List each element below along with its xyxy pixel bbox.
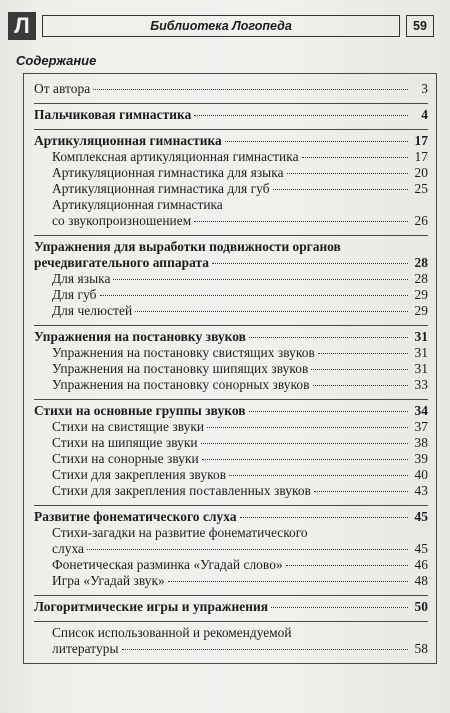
toc-entry[interactable] [34,81,428,97]
toc-entry[interactable] [34,149,428,165]
toc-entry-page: 37 [414,419,428,434]
toc-entry-title: Игра «Угадай звук» [52,573,165,588]
toc-entry-page: 26 [414,213,428,228]
toc-entry-text-line1: Артикуляционная гимнастика [52,197,223,212]
dot-leader [113,279,408,280]
dot-leader [194,115,408,116]
dot-leader [318,353,408,354]
toc-entry-title: Упражнения на постановку свистящих звуков [52,345,315,360]
series-title: Библиотека Логопеда [42,15,400,37]
toc-entry-title: Упражнения на постановку шипящих звуков [52,361,309,376]
toc-entry-title: со звукопроизношением [52,213,192,228]
dot-leader [240,517,408,518]
toc-entry[interactable] [34,329,428,345]
dot-leader [212,263,408,264]
series-logo: Л [8,12,36,40]
contents-heading: Содержание [16,53,97,68]
toc-entry-title: Развитие фонематического слуха [34,509,237,524]
toc-entry-title: От автора [34,81,91,96]
dot-leader [302,157,408,158]
toc-entry-page: 25 [414,181,428,196]
dot-leader [201,443,408,444]
toc-entry[interactable] [34,133,428,149]
toc-entry[interactable] [34,287,428,303]
toc-entry[interactable] [34,345,428,361]
toc-entry[interactable] [34,419,428,435]
toc-entry[interactable] [34,451,428,467]
toc-entry[interactable] [34,361,428,377]
dot-leader [273,189,408,190]
toc-entry-title: Стихи для закрепления звуков [52,467,227,482]
toc-entry-title: литературы [52,641,119,656]
toc-entry-page: 28 [414,255,428,270]
toc-entry[interactable] [34,483,428,499]
toc-section [34,596,428,622]
toc-entry[interactable] [34,213,428,229]
toc-entry-page: 46 [414,557,428,572]
dot-leader [87,549,408,550]
toc-entry[interactable] [34,181,428,197]
dot-leader [314,491,408,492]
toc-entry-title: Комплексная артикуляционная гимнастика [52,149,299,164]
toc-entry-page: 31 [414,361,428,376]
dot-leader [249,411,408,412]
toc-section [34,78,428,104]
toc-section [34,326,428,400]
toc-entry-page: 20 [414,165,428,180]
toc-entry-title: Для губ [52,287,97,302]
toc-entry-title: слуха [52,541,85,556]
toc-entry-page: 28 [414,271,428,286]
toc-entry[interactable] [34,509,428,525]
toc-entry-page: 33 [414,377,428,392]
toc-entry-title: Стихи на свистящие звуки [52,419,205,434]
dot-leader [313,385,409,386]
dot-leader [249,337,408,338]
toc-entry[interactable] [34,467,428,483]
toc-entry-title: Стихи для закрепления поставленных звуков [52,483,311,498]
toc-entry-title: Стихи на шипящие звуки [52,435,198,450]
toc-entry-title: Упражнения на постановку сонорных звуков [52,377,310,392]
toc-entry-title: Для языка [52,271,111,286]
toc-entry-title: Артикуляционная гимнастика [34,133,222,148]
toc-entry-page: 3 [421,81,428,96]
toc-entry[interactable] [34,377,428,393]
toc-entry-page: 58 [414,641,428,656]
table-of-contents [23,73,437,664]
dot-leader [271,607,408,608]
toc-entry[interactable] [34,107,428,123]
dot-leader [93,89,408,90]
toc-entry-title: Для челюстей [52,303,133,318]
toc-entry-page: 17 [414,149,428,164]
toc-entry-title: Пальчиковая гимнастика [34,107,192,122]
toc-entry-title: Упражнения на постановку звуков [34,329,246,344]
toc-entry-page: 4 [421,107,428,122]
dot-leader [229,475,408,476]
toc-entry-page: 45 [414,509,428,524]
toc-entry-title: речедвигательного аппарата [34,255,210,270]
toc-entry[interactable] [34,271,428,287]
dot-leader [100,295,409,296]
toc-section [34,506,428,596]
dot-leader [194,221,408,222]
toc-entry[interactable] [34,165,428,181]
toc-entry-title: Стихи на сонорные звуки [52,451,199,466]
toc-section [34,236,428,326]
toc-entry[interactable] [34,303,428,319]
toc-entry-text-line1: Упражнения для выработки подвижности органов [34,239,341,254]
dot-leader [207,427,408,428]
dot-leader [287,173,408,174]
toc-entry[interactable] [34,557,428,573]
toc-entry-text-line1: Стихи-загадки на развитие фонематического [52,525,308,540]
dot-leader [311,369,408,370]
toc-entry-page: 39 [414,451,428,466]
dot-leader [122,649,409,650]
toc-entry-title: Логоритмические игры и упражнения [34,599,269,614]
toc-entry-page: 43 [414,483,428,498]
toc-entry-text-line1: Список использованной и рекомендуемой [52,625,292,640]
toc-entry-page: 29 [414,287,428,302]
toc-entry[interactable] [34,599,428,615]
toc-entry-page: 38 [414,435,428,450]
dot-leader [225,141,408,142]
toc-entry[interactable] [34,403,428,419]
toc-entry-title: Фонетическая разминка «Угадай слово» [52,557,283,572]
toc-entry[interactable] [34,255,428,271]
dot-leader [168,581,408,582]
dot-leader [202,459,408,460]
toc-entry[interactable] [34,541,428,557]
toc-entry-title: Артикуляционная гимнастика для языка [52,165,284,180]
toc-section [34,130,428,236]
toc-entry-page: 50 [414,599,428,614]
dot-leader [286,565,408,566]
toc-entry[interactable] [34,435,428,451]
page-number: 59 [406,15,434,37]
toc-entry-page: 34 [414,403,428,418]
toc-entry-page: 45 [414,541,428,556]
toc-entry[interactable] [34,641,428,657]
dot-leader [135,311,408,312]
toc-entry-page: 17 [414,133,428,148]
toc-entry-page: 31 [414,345,428,360]
toc-entry-page: 29 [414,303,428,318]
toc-entry-page: 48 [414,573,428,588]
toc-entry[interactable] [34,573,428,589]
toc-section [34,400,428,506]
toc-entry-page: 40 [414,467,428,482]
toc-entry-title: Артикуляционная гимнастика для губ [52,181,270,196]
toc-section [34,622,428,657]
toc-entry-page: 31 [414,329,428,344]
toc-section [34,104,428,130]
running-header [8,12,434,40]
toc-entry-title: Стихи на основные группы звуков [34,403,246,418]
